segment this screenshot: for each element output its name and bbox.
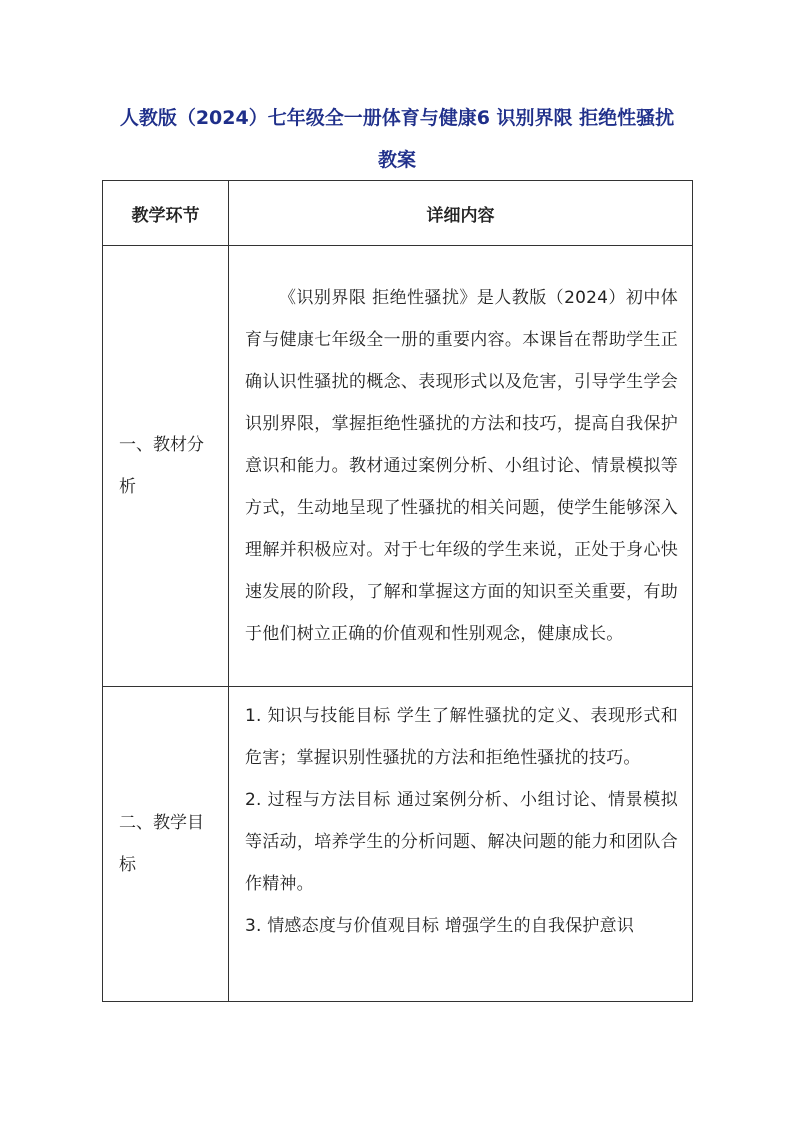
objectives-list: [245, 695, 678, 993]
objective-item-knowledge: 1. 知识与技能目标 学生了解性骚扰的定义、表现形式和危害；掌握识别性骚扰的方法和拒绝性骚扰的技巧。: [245, 706, 678, 768]
objective-item-emotion: 3. 情感态度与价值观目标 增强学生的自我保护意识: [245, 916, 635, 936]
lesson-plan-table: [102, 180, 693, 1002]
table-row: [103, 687, 693, 1002]
header-detailed-content: 详细内容: [229, 181, 693, 246]
row-label-textbook-analysis: 一、教材分析: [103, 246, 229, 687]
document-title-line-2: 教案: [377, 149, 416, 171]
row-content-textbook-analysis: [229, 246, 693, 687]
document-title-line-1: 人教版（2024）七年级全一册体育与健康6 识别界限 拒绝性骚扰: [119, 107, 675, 129]
header-teaching-stage: 教学环节: [103, 181, 229, 246]
row-content-teaching-objectives: [229, 687, 693, 1002]
table-header-row: [103, 181, 693, 246]
textbook-analysis-paragraph: 《识别界限 拒绝性骚扰》是人教版（2024）初中体育与健康七年级全一册的重要内容。本课旨在帮助学生正确认识性骚扰的概念、表现形式以及危害，引导学生学会识别界限，掌握拒绝性骚扰的方法和技巧，提高自我保护意识和能力。教材通过案例分析、小组讨论、情景模拟等方式，生动地呈现了性骚扰的相关问题，使学生能够深入理解并积极应对。对于七年级的学生来说，正处于身心快速发展的阶段，了解和掌握这方面的知识至关重要，有助于他们树立正确的价值观和性别观念，健康成长。: [245, 288, 678, 644]
objective-item-process: 2. 过程与方法目标 通过案例分析、小组讨论、情景模拟等活动，培养学生的分析问题、解决问题的能力和团队合作精神。: [245, 790, 678, 894]
table-row: [103, 246, 693, 687]
row-label-teaching-objectives: 二、教学目标: [103, 687, 229, 1002]
